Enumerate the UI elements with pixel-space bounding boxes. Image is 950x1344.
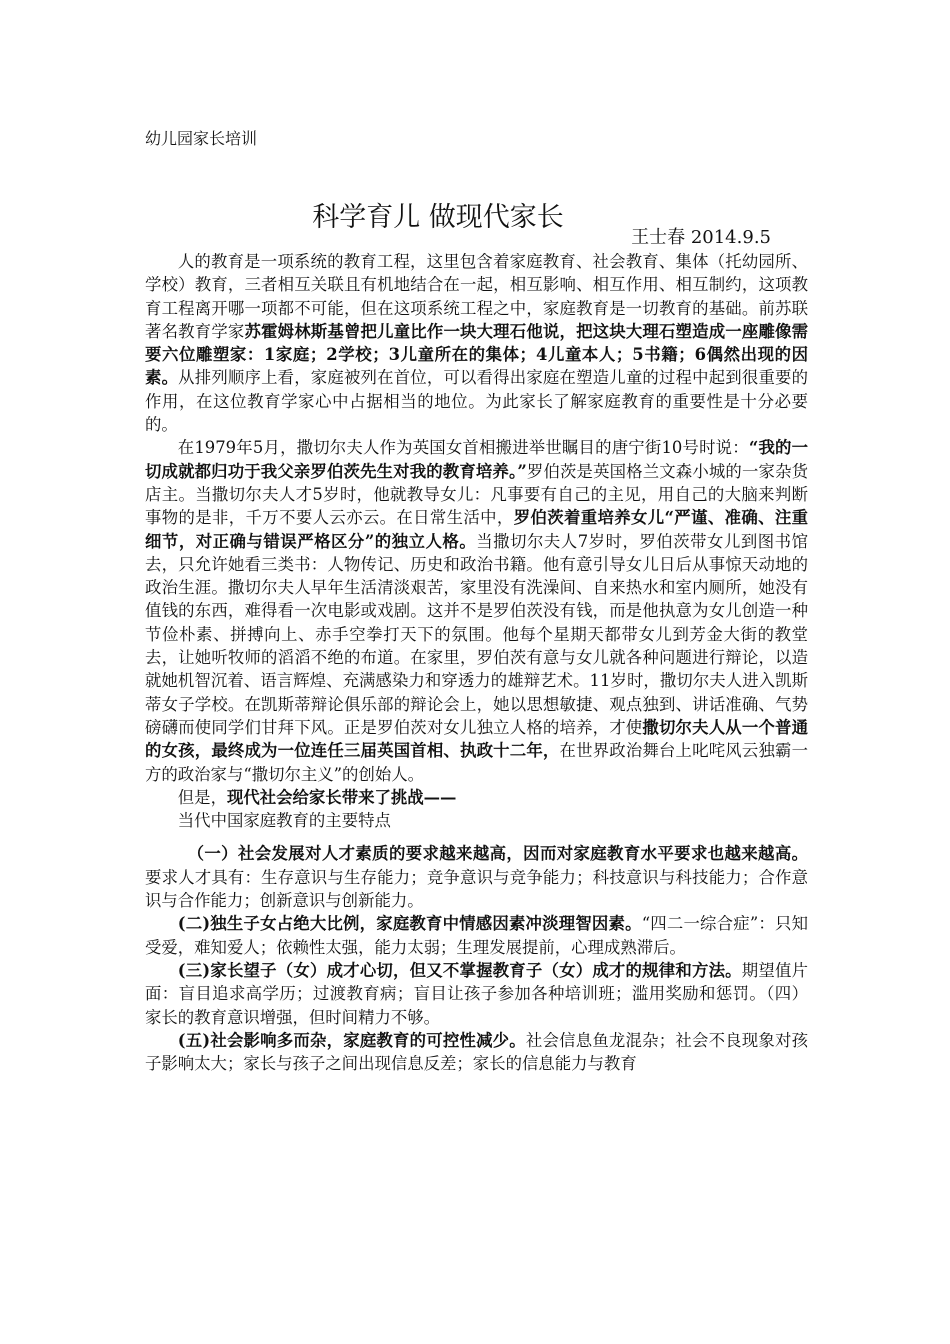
point-two	[145, 912, 808, 959]
text-run: 人的教育是一项系统的教育工程，这里包含着家庭教育、社会教育、集体（托幼园所、学校）教育，三者相互关联且有机地结合在一起，相互影响、相互作用、相互制约，这项教育工程离开哪一项都不可能，但在这项系统工程之中，家庭教育是一切教育的基础。前苏联著名教育学家	[145, 252, 808, 341]
bold-run: （一）社会发展对人才素质的要求越来越高，因而对家庭教育水平要求也越来越高。	[187, 844, 808, 864]
paragraph-challenge	[145, 786, 808, 809]
point-one	[145, 842, 808, 912]
point-three	[145, 959, 808, 1029]
text-run: 罗伯茨是英国格兰文森小城的一家杂货店主。当撒切尔夫人才5岁时，他就教导女儿：凡事要有自己的主见，用自己的大脑来判断事物的是非，千万不要人云亦云。在日常生活中，	[145, 461, 808, 528]
bold-run: “我的一切成就都归功于我父亲罗伯茨先生对我的教育培养。”	[145, 438, 809, 481]
section-heading-features: 当代中国家庭教育的主要特点	[177, 811, 391, 831]
bold-run: (三)家长望子（女）成才心切，但又不掌握教育子（女）成才的规律和方法。	[177, 960, 742, 980]
text-run: 但是，	[177, 787, 227, 807]
text-run: 在世界政治舞台上叱咤风云独霸一方的政治家与“撒切尔主义”的创始人。	[145, 741, 809, 784]
text-run: 要求人才具有：生存意识与生存能力；竞争意识与竞争能力；科技意识与科技能力；合作意识与合作能力；创新意识与创新能力。	[145, 867, 808, 911]
text-run: 社会信息鱼龙混杂；社会不良现象对孩子影响太大；家长与孩子之间出现信息反差；家长的信息能力与教育	[145, 1030, 808, 1074]
bold-run: 苏霍姆林斯基曾把儿童比作一块大理石他说，把这块大理石塑造成一座雕像需要六位雕塑家：1家庭；2学校；3儿童所在的集体；4儿童本人；5书籍；6偶然出现的因素。	[145, 321, 809, 388]
text-run: 在1979年5月，撒切尔夫人作为英国女首相搬进举世瞩目的唐宁街10号时说：	[177, 438, 749, 458]
bold-run: 现代社会给家长带来了挑战——	[226, 787, 457, 807]
bold-run: (二)独生子女占绝大比例，家庭教育中情感因素冲淡理智因素。	[177, 914, 642, 934]
text-run: 当撒切尔夫人7岁时，罗伯茨带女儿到图书馆去，只允许她看三类书：人物传记、历史和政治书籍。他有意引导女儿日后从事惊天动地的政治生涯。撒切尔夫人早年生活清淡艰苦，家里没有洗澡间、自来热水和室内厕所，她没有值钱的东西，难得看一次电影或戏剧。这并不是罗伯茨没有钱，而是他执意为女儿创造一种节俭朴素、拼搏向上、赤手空拳打天下的氛围。他每个星期天都带女儿到芳金大街的教堂去，让她听牧师的滔滔不绝的布道。在家里，罗伯茨有意与女儿就各种问题进行辩论，以造就她机智沉着、语言辉煌、充满感染力和穿透力的雄辩艺术。11岁时，撒切尔夫人进入凯斯蒂女子学校。在凯斯蒂辩论俱乐部的辩论会上，她以思想敏捷、观点独到、讲话准确、气势磅礴而使同学们甘拜下风。正是罗伯茨对女儿独立人格的培养，才使	[145, 531, 808, 737]
document-title: 科学育儿 做现代家长	[312, 202, 564, 234]
bold-run: 撒切尔夫人从一个普通的女孩，最终成为一位连任三届英国首相、执政十二年，	[145, 717, 808, 761]
paragraph-thatcher	[145, 436, 808, 785]
document-body	[145, 250, 808, 1075]
author-date-byline: 王士春 2014.9.5	[631, 227, 771, 248]
text-run: “四二一综合症”：只知受爱，难知爱人；依赖性太强，能力太弱；生理发展提前，心理成熟滞后。	[145, 914, 808, 957]
bold-run: (五)社会影响多而杂，家庭教育的可控性减少。	[177, 1030, 526, 1050]
point-five	[145, 1029, 808, 1076]
paragraph-intro	[145, 250, 808, 436]
text-run: 从排列顺序上看，家庭被列在首位，可以看得出家庭在塑造儿童的过程中起到很重要的作用，在这位教育学家心中占据相当的地位。为此家长了解家庭教育的重要性是十分必要的。	[145, 368, 809, 435]
bold-run: 罗伯茨着重培养女儿“严谨、准确、注重细节，对正确与错误严格区分”的独立人格。	[145, 508, 809, 551]
header-label: 幼儿园家长培训	[145, 129, 258, 148]
text-run: 期望值片面：盲目追求高学历；过渡教育病；盲目让孩子参加各种培训班；滥用奖励和惩罚。（四）家长的教育意识增强，但时间精力不够。	[145, 960, 808, 1027]
